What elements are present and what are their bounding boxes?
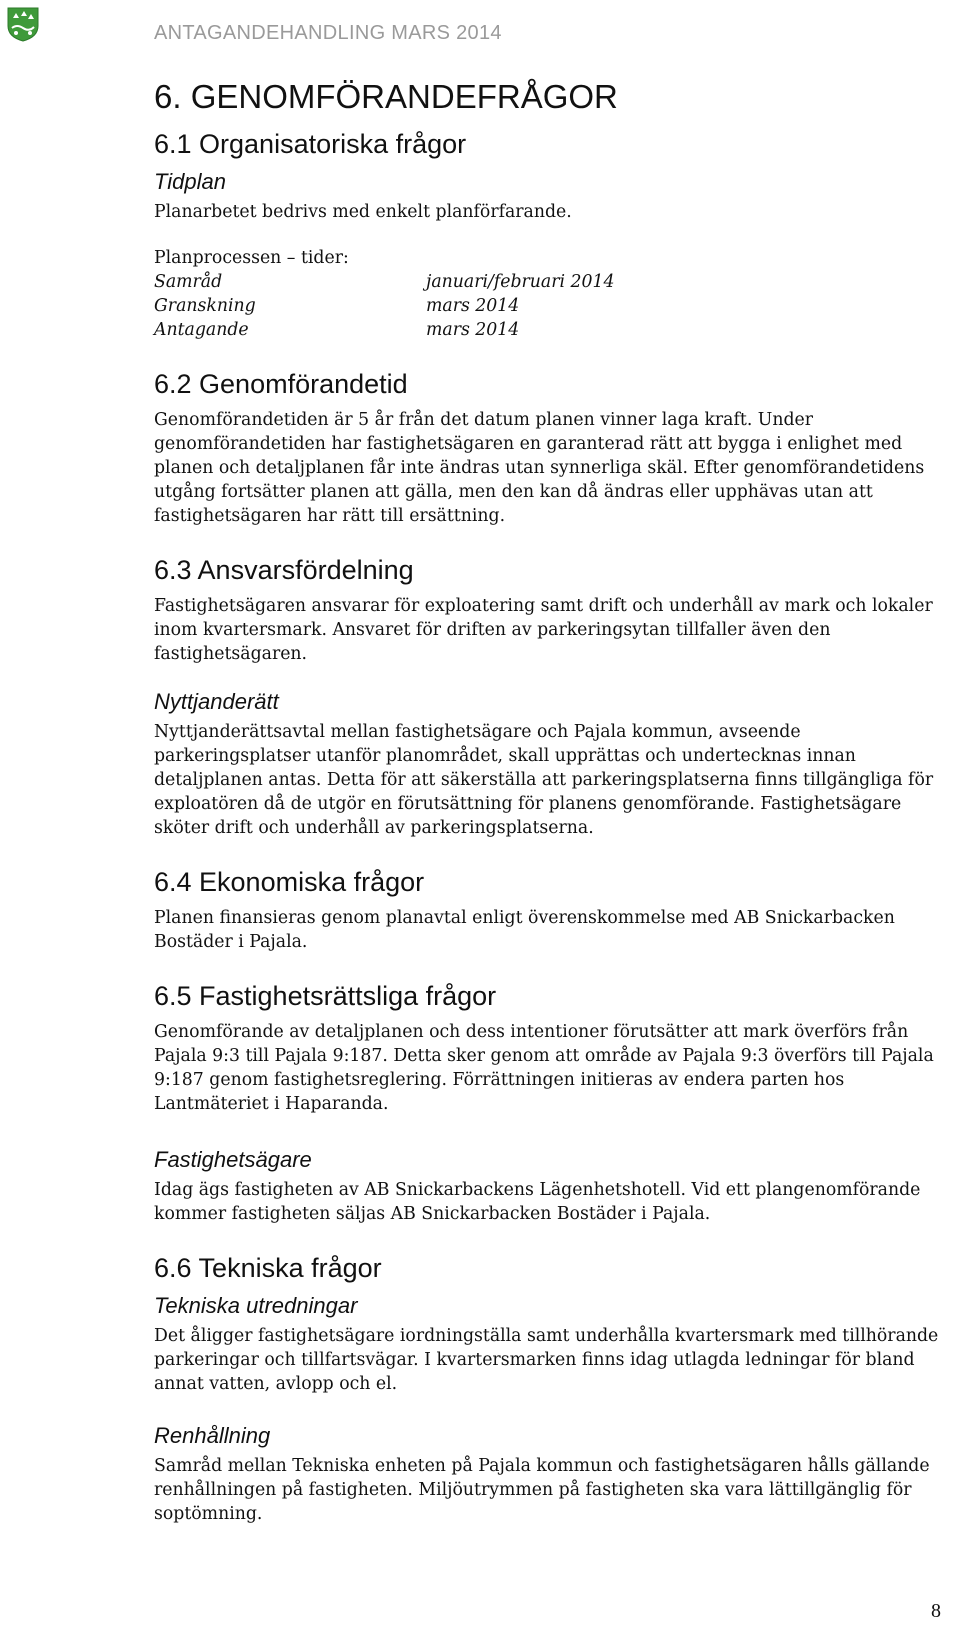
page-number: 8 [931,1600,941,1622]
paragraph-ekonomiska: Planen finansieras genom planavtal enligt överenskommelse med AB Snickarbacken Bostäder i Pajala. [154,908,895,952]
document-header: ANTAGANDEHANDLING MARS 2014 [154,22,502,44]
document-body [154,72,954,1526]
section-heading-6-4: 6.4 Ekonomiska frågor [154,867,425,897]
schedule-row [154,270,954,294]
paragraph-nyttjanderatt: Nyttjanderättsavtal mellan fastighetsägare och Pajala kommun, avseende parkeringsplatser utanför planområdet, skall upprättas och undertecknas innan detaljplanen antas. Detta för att säkerställa att parkeringsplatserna finns tillgängliga för exploatören då de utgör en förutsättning för planens genomförande. Fastighetsägare sköter drift och underhåll av parkeringsplatserna. [154,722,934,838]
subheading-fastighetsagare: Fastighetsägare [154,1147,312,1172]
paragraph-ansvarsfordelning: Fastighetsägaren ansvarar för exploatering samt drift och underhåll av mark och lokaler inom kvartersmark. Ansvaret för driften av parkeringsytan tillfaller även den fastighetsägaren. [154,596,933,664]
chapter-title: 6. GENOMFÖRANDEFRÅGOR [154,78,618,115]
subheading-nyttjanderatt: Nyttjanderätt [154,689,279,714]
schedule-table [154,270,954,342]
schedule-time: mars 2014 [426,320,520,340]
paragraph-fastighetsrattsliga: Genomförande av detaljplanen och dess intentioner förutsätter att mark överförs från Pajala 9:3 till Pajala 9:187. Detta sker genom att område av Pajala 9:3 överförs till Pajala 9:187 genom fastighetsreglering. Förrättningen initieras av endera parten hos Lantmäteriet i Haparanda. [154,1022,934,1114]
section-heading-6-6: 6.6 Tekniska frågor [154,1253,382,1283]
paragraph-tidplan: Planarbetet bedrivs med enkelt planförfarande. [154,202,572,222]
schedule-step: Samråd [154,272,223,292]
schedule-time: januari/februari 2014 [426,272,615,292]
process-label: Planprocessen – tider: [154,248,349,268]
schedule-row [154,318,954,342]
section-heading-6-5: 6.5 Fastighetsrättsliga frågor [154,981,497,1011]
section-heading-6-3: 6.3 Ansvarsfördelning [154,555,414,585]
paragraph-tekniska-utredningar: Det åligger fastighetsägare iordningställa samt underhålla kvartersmark med tillhörande parkeringar och tillfartsvägar. I kvartersmarken finns idag utlagda ledningar för bland annat vatten, avlopp och el. [154,1326,939,1394]
municipal-crest-icon [6,6,40,42]
section-heading-6-1: 6.1 Organisatoriska frågor [154,129,467,159]
paragraph-fastighetsagare: Idag ägs fastigheten av AB Snickarbackens Lägenhetshotell. Vid ett plangenomförande kommer fastigheten säljas AB Snickarbacken Bostäder i Pajala. [154,1180,921,1224]
paragraph-genomforandetid: Genomförandetiden är 5 år från det datum planen vinner laga kraft. Under genomförandetiden har fastighetsägaren en garanterad rätt att bygga i enlighet med planen och detaljplanen får inte ändras utan synnerliga skäl. Efter genomförandetidens utgång fortsätter planen att gälla, men den kan då ändras eller upphävas utan att fastighetsägaren har rätt till ersättning. [154,410,925,526]
schedule-step: Antagande [154,320,249,340]
paragraph-renhallning: Samråd mellan Tekniska enheten på Pajala kommun och fastighetsägaren hålls gällande renhållningen på fastigheten. Miljöutrymmen på fastigheten ska vara lättillgänglig för soptömning. [154,1456,930,1524]
schedule-step: Granskning [154,296,256,316]
section-heading-6-2: 6.2 Genomförandetid [154,369,408,399]
schedule-time: mars 2014 [426,296,520,316]
schedule-row [154,294,954,318]
subheading-renhallning: Renhållning [154,1423,271,1448]
subheading-tidplan: Tidplan [154,169,226,194]
subheading-tekniska-utredningar: Tekniska utredningar [154,1293,358,1318]
